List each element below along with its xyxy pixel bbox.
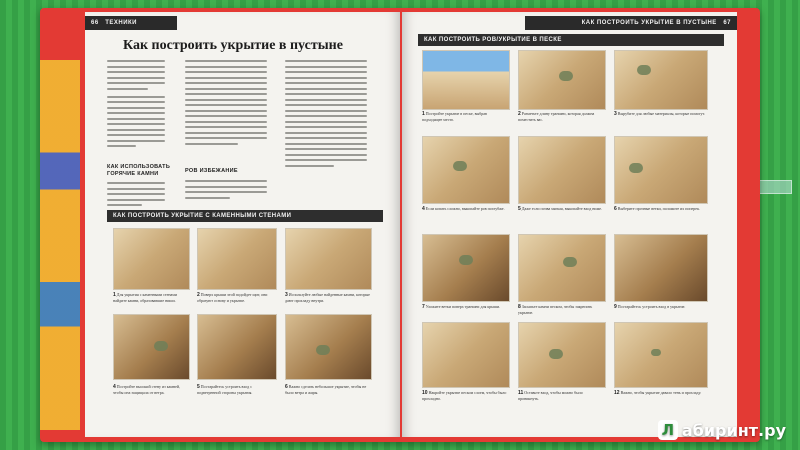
step-photo-6 <box>285 314 372 380</box>
sand-step-caption-2: 2 Разметьте длину траншеи, которая должна поместить вас. <box>518 111 595 122</box>
sand-step-caption-10: 10 Накройте укрытие песком слоем, чтобы было прохладно. <box>422 390 507 401</box>
watermark-text: абиринт.ру <box>681 420 786 440</box>
left-page-header <box>85 16 177 30</box>
text-column-2b <box>185 180 267 202</box>
left-page-number: 66 <box>91 20 99 26</box>
right-page-header <box>525 16 737 30</box>
labirint-watermark <box>658 420 786 440</box>
sand-step-caption-1: 1 Постройте укрытие в песке, выбрав подходящее место. <box>422 111 487 122</box>
step-caption-6: 6 Важно сделать небольшое укрытие, чтобы не было ветра и жары. <box>285 384 367 395</box>
sand-step-photo-10 <box>422 322 510 388</box>
subhead-hot-stones: КАК ИСПОЛЬЗОВАТЬ ГОРЯЧИЕ КАМНИ <box>107 164 171 177</box>
right-page <box>402 12 737 437</box>
sand-step-caption-5: 5 Даже если почва мягкая, выкопайте вход ниже. <box>518 206 603 212</box>
left-page-header-text: ТЕХНИКИ <box>105 20 137 26</box>
section-title-stone-walls: КАК ПОСТРОИТЬ УКРЫТИЕ С КАМЕННЫМИ СТЕНАМИ <box>107 210 383 222</box>
cover-decoration <box>40 60 80 430</box>
left-page <box>85 12 400 437</box>
right-page-header-text: КАК ПОСТРОИТЬ УКРЫТИЕ В ПУСТЫНЕ <box>581 20 717 26</box>
sand-step-photo-6 <box>614 136 708 204</box>
page-title: Как построить укрытие в пустыне <box>123 38 343 53</box>
step-photo-4 <box>113 314 190 380</box>
step-photo-5 <box>197 314 277 380</box>
sand-step-photo-7 <box>422 234 510 302</box>
sand-step-caption-7: 7 Уложите ветки поверх траншеи для крыши. <box>422 304 501 310</box>
labirint-logo-icon: Л <box>658 420 678 440</box>
sand-step-photo-11 <box>518 322 606 388</box>
right-page-number: 67 <box>723 20 731 26</box>
sand-step-caption-12: 12 Важно, чтобы укрытие давало тень и прохладу. <box>614 390 702 396</box>
text-column-3 <box>285 60 367 170</box>
sand-step-caption-9: 9 Постарайтесь устроить вход в укрытие. <box>614 304 686 310</box>
step-photo-1 <box>113 228 190 290</box>
text-column-1 <box>107 60 165 151</box>
step-caption-4: 4 Постройте высокий стену из камней, чтобы она защищала от ветра. <box>113 384 180 395</box>
sand-step-photo-8 <box>518 234 606 302</box>
step-photo-2 <box>197 228 277 290</box>
sand-step-photo-4 <box>422 136 510 204</box>
sand-step-caption-8: 8 Засыпьте камни песком, чтобы закрепить укрытие. <box>518 304 593 315</box>
sand-step-photo-2 <box>518 50 606 110</box>
text-column-2 <box>185 60 267 148</box>
sand-step-caption-6: 6 Выберите прочные ветки, положите их поперек. <box>614 206 701 212</box>
sand-step-photo-1 <box>422 50 510 110</box>
step-caption-2: 2 Поверх крыши этой подойдет щит, они образуют основу и укрытие. <box>197 292 268 303</box>
subhead-avoid: РОВ ИЗБЕЖАНИЕ <box>185 168 238 174</box>
sand-step-caption-11: 11 Оставьте вход, чтобы можно было проникнуть. <box>518 390 583 401</box>
step-caption-5: 5 Постарайтесь устроить вход с подветренной стороны укрытия. <box>197 384 253 395</box>
sand-step-caption-3: 3 Вырубите для любые материалы, которые помогут. <box>614 111 705 117</box>
sand-step-photo-9 <box>614 234 708 302</box>
sand-step-caption-4: 4 Если копать сложно, выкопайте ров поглубже. <box>422 206 505 212</box>
sand-step-photo-3 <box>614 50 708 110</box>
step-caption-1: 1 Для укрытия с каменными стенами найдите камни, образовавшие ниши. <box>113 292 177 303</box>
section-title-sand-trench: КАК ПОСТРОИТЬ РОВ/УКРЫТИЕ В ПЕСКЕ <box>418 34 724 46</box>
text-column-1b <box>107 182 165 210</box>
step-caption-3: 3 Используйте любые найденные камни, которые дают прохладу внутри. <box>285 292 370 303</box>
sand-step-photo-12 <box>614 322 708 388</box>
sand-step-photo-5 <box>518 136 606 204</box>
step-photo-3 <box>285 228 372 290</box>
